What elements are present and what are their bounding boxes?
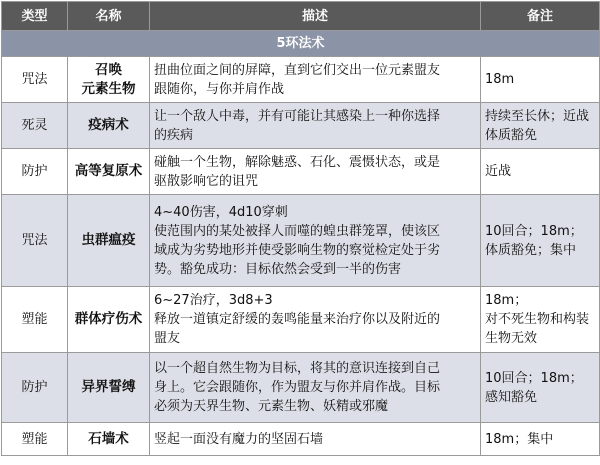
spell-type: 死灵 xyxy=(2,103,68,149)
spell-name-line: 虫群瘟疫 xyxy=(81,232,136,248)
description-line: 身上。它会跟随你，作为盟友与你并肩作战。目标 xyxy=(154,380,441,395)
table-row xyxy=(2,287,600,353)
spell-description xyxy=(150,149,481,195)
table-row xyxy=(2,423,600,456)
header-description: 描述 xyxy=(150,2,481,31)
spell-name-line: 高等复原术 xyxy=(74,163,143,179)
spell-description xyxy=(150,287,481,353)
description-line: 扭曲位面之间的屏障，直到它们交出一位元素盟友 xyxy=(154,62,441,78)
spell-name-line: 石墙术 xyxy=(88,430,129,447)
spell-name xyxy=(68,287,150,353)
note-line: 18m xyxy=(485,72,515,87)
description-line: 让一个敌人中毒，并有可能让其感染上一种你选择 xyxy=(154,108,441,124)
section-title: 5环法术 xyxy=(2,31,600,57)
description-line: 使范围内的某处被择人而噬的蝗虫群笼罩，使该区 xyxy=(154,223,441,239)
note-line: 持续至长休；近战 xyxy=(485,108,590,124)
header-type: 类型 xyxy=(2,2,68,31)
spell-description xyxy=(150,353,481,423)
table-row xyxy=(2,103,600,149)
spell-name-line: 异界誓缚 xyxy=(81,379,136,395)
spell-name xyxy=(68,103,150,149)
table-row xyxy=(2,195,600,287)
description-line: 势。豁免成功：目标依然会受到一半的伤害 xyxy=(154,261,402,277)
spell-notes xyxy=(481,287,600,353)
spell-notes xyxy=(481,103,600,149)
spell-name xyxy=(68,57,150,103)
spell-type: 塑能 xyxy=(2,423,68,456)
spell-description xyxy=(150,103,481,149)
description-line: 竖起一面没有魔力的坚固石墙 xyxy=(154,431,324,447)
table-row xyxy=(2,149,600,195)
description-line: 碰触一个生物，解除魅惑、石化、震慑状态，或是 xyxy=(154,154,441,170)
spell-name xyxy=(68,195,150,287)
spell-type: 塑能 xyxy=(2,287,68,353)
spell-name xyxy=(68,423,150,456)
spell-notes xyxy=(481,57,600,103)
spell-name-line: 元素生物 xyxy=(81,80,136,97)
spell-notes xyxy=(481,195,600,287)
spell-type: 咒法 xyxy=(2,57,68,103)
note-line: 感知豁免 xyxy=(485,389,538,405)
spell-name xyxy=(68,353,150,423)
note-line: 对不死生物和构装 xyxy=(485,312,590,327)
spell-type: 咒法 xyxy=(2,195,68,287)
description-line: 域成为劣势地形并使受影响生物的察觉检定处于劣 xyxy=(154,242,441,258)
spell-name-line: 召唤 xyxy=(95,61,122,78)
spell-name-line: 疫病术 xyxy=(88,117,129,133)
note-line: 10回合；18m； xyxy=(485,223,583,239)
spell-name xyxy=(68,149,150,195)
spell-type: 防护 xyxy=(2,149,68,195)
spell-notes xyxy=(481,149,600,195)
note-line: 体质豁免；集中 xyxy=(485,242,577,258)
description-line: 6~27治疗，3d8+3 xyxy=(154,293,273,308)
description-line: 盟友 xyxy=(154,331,181,346)
description-line: 的疾病 xyxy=(154,127,194,143)
note-line: 生物无效 xyxy=(485,331,538,346)
table-row xyxy=(2,57,600,103)
description-line: 以一个超自然生物为目标，将其的意识连接到自己 xyxy=(154,361,441,376)
spell-description xyxy=(150,57,481,103)
note-line: 18m； xyxy=(485,293,528,308)
table-row xyxy=(2,353,600,423)
spell-notes xyxy=(481,353,600,423)
header-notes: 备注 xyxy=(481,2,600,31)
spell-name-line: 群体疗伤术 xyxy=(74,311,143,327)
section-row xyxy=(2,31,600,57)
description-line: 释放一道镇定舒缓的轰鸣能量来治疗你以及附近的 xyxy=(154,312,441,327)
note-line: 近战 xyxy=(485,164,512,179)
note-line: 体质豁免 xyxy=(485,127,538,143)
spell-notes xyxy=(481,423,600,456)
note-line: 10回合；18m； xyxy=(485,370,583,386)
note-line: 18m；集中 xyxy=(485,431,554,447)
spell-description xyxy=(150,195,481,287)
spell-description xyxy=(150,423,481,456)
description-line: 4~40伤害，4d10穿刺 xyxy=(154,204,288,220)
spell-type: 防护 xyxy=(2,353,68,423)
description-line: 必须为天界生物、元素生物、妖精或邪魔 xyxy=(154,399,389,414)
header-name: 名称 xyxy=(68,2,150,31)
description-line: 驱散影响它的诅咒 xyxy=(154,173,259,189)
header-row xyxy=(2,2,600,31)
description-line: 跟随你，与你并肩作战 xyxy=(154,81,285,97)
spell-table xyxy=(1,1,600,456)
